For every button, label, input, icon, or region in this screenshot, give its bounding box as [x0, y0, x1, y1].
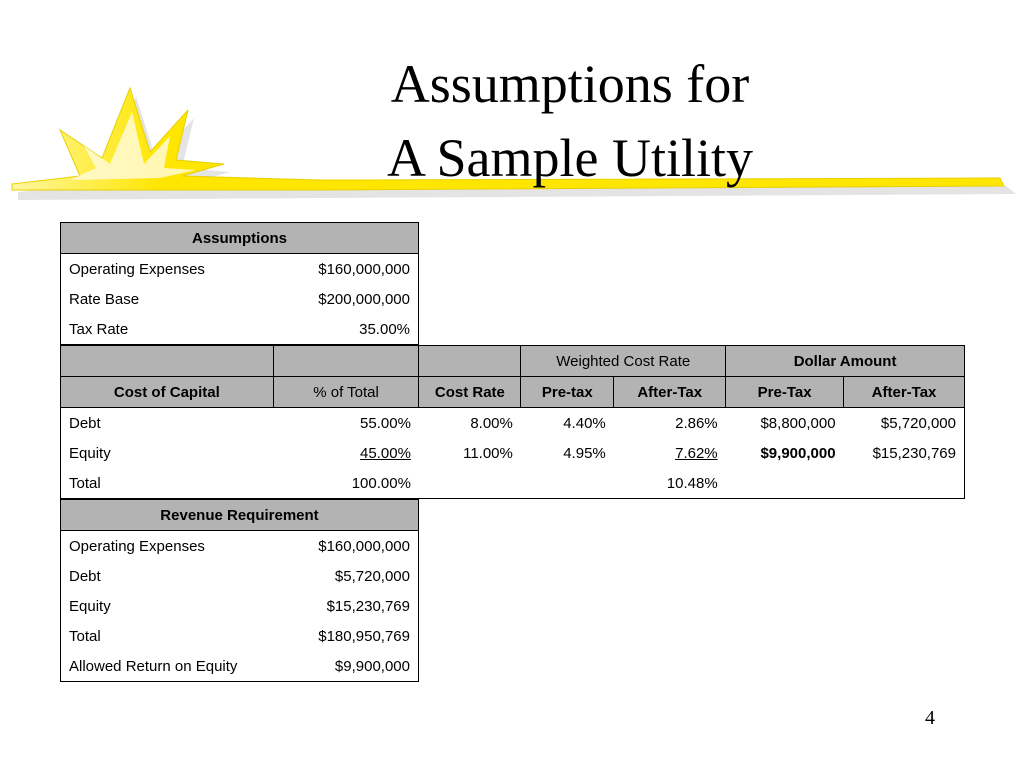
- cell-pct: 45.00%: [360, 444, 411, 462]
- revenue-row: [61, 561, 419, 591]
- assumptions-header-row: [61, 223, 419, 254]
- cost-of-capital-table: [60, 345, 965, 499]
- blank-header-cell: [61, 346, 274, 377]
- assumptions-header: Assumptions: [61, 223, 419, 254]
- blank-header-cell: [419, 346, 521, 377]
- row-value: $160,000,000: [318, 537, 410, 555]
- col-wcr-aftertax: After-Tax: [614, 377, 726, 408]
- table-row-debt: [61, 408, 965, 439]
- col-dollar-aftertax: After-Tax: [844, 377, 965, 408]
- slide-title-line-1: Assumptions for: [390, 54, 750, 114]
- col-dollar-pretax: Pre-Tax: [726, 377, 844, 408]
- col-wcr-pretax: Pre-tax: [521, 377, 614, 408]
- cell-rate: 11.00%: [463, 444, 513, 462]
- cell-dollar-after: $15,230,769: [872, 444, 956, 462]
- cell-wcr-after: 7.62%: [675, 444, 718, 462]
- row-value: 35.00%: [359, 320, 410, 338]
- row-value: $160,000,000: [318, 260, 410, 278]
- row-value: $5,720,000: [334, 567, 410, 585]
- page-number: 4: [925, 707, 935, 729]
- row-label: Allowed Return on Equity: [69, 657, 238, 675]
- col-cost-of-capital: Cost of Capital: [61, 377, 274, 408]
- cell-wcr-after: 2.86%: [675, 414, 718, 432]
- empty-cell: [419, 468, 521, 499]
- row-label: Tax Rate: [69, 320, 129, 338]
- cell-dollar-pre: $8,800,000: [760, 414, 836, 432]
- row-label: Debt: [69, 567, 101, 585]
- slide-title-line-2: A Sample Utility: [386, 128, 753, 188]
- cell-wcr-after: 10.48%: [666, 474, 718, 492]
- row-label: Total: [69, 474, 101, 492]
- cell-wcr-pre: 4.95%: [563, 444, 606, 462]
- assumptions-row: [61, 254, 419, 285]
- row-label: Total: [69, 627, 101, 645]
- row-label: Rate Base: [69, 290, 140, 308]
- row-label: Operating Expenses: [69, 260, 205, 278]
- row-label: Equity: [69, 597, 111, 615]
- column-header-row: [61, 377, 965, 408]
- revenue-header-row: [61, 500, 419, 531]
- revenue-row: [61, 591, 419, 621]
- col-cost-rate: Cost Rate: [419, 377, 521, 408]
- row-label: Equity: [69, 444, 111, 462]
- revenue-requirement-table: [60, 499, 419, 682]
- weighted-cost-rate-header: Weighted Cost Rate: [521, 346, 726, 377]
- cell-dollar-pre: $9,900,000: [760, 444, 836, 462]
- row-label: Debt: [69, 414, 101, 432]
- dollar-amount-header: Dollar Amount: [726, 346, 965, 377]
- row-value: $15,230,769: [326, 597, 410, 615]
- row-value: $200,000,000: [318, 290, 410, 308]
- cell-pct: 55.00%: [360, 414, 411, 432]
- assumptions-table: [60, 222, 419, 345]
- row-label: Operating Expenses: [69, 537, 205, 555]
- table-row-total: [61, 468, 965, 499]
- revenue-row: [61, 651, 419, 682]
- empty-cell: [844, 468, 965, 499]
- row-value: $180,950,769: [318, 627, 410, 645]
- group-header-row: [61, 346, 965, 377]
- row-value: $9,900,000: [334, 657, 410, 675]
- revenue-row: [61, 621, 419, 651]
- blank-header-cell: [273, 346, 419, 377]
- cell-wcr-pre: 4.40%: [563, 414, 606, 432]
- col-pct-total: % of Total: [273, 377, 419, 408]
- empty-cell: [726, 468, 844, 499]
- table-row-equity: [61, 438, 965, 468]
- revenue-header: Revenue Requirement: [61, 500, 419, 531]
- cell-pct: 100.00%: [351, 474, 411, 492]
- assumptions-row: [61, 314, 419, 345]
- revenue-row: [61, 531, 419, 562]
- empty-cell: [521, 468, 614, 499]
- cell-rate: 8.00%: [470, 414, 513, 432]
- assumptions-row: [61, 284, 419, 314]
- cell-dollar-after: $5,720,000: [880, 414, 956, 432]
